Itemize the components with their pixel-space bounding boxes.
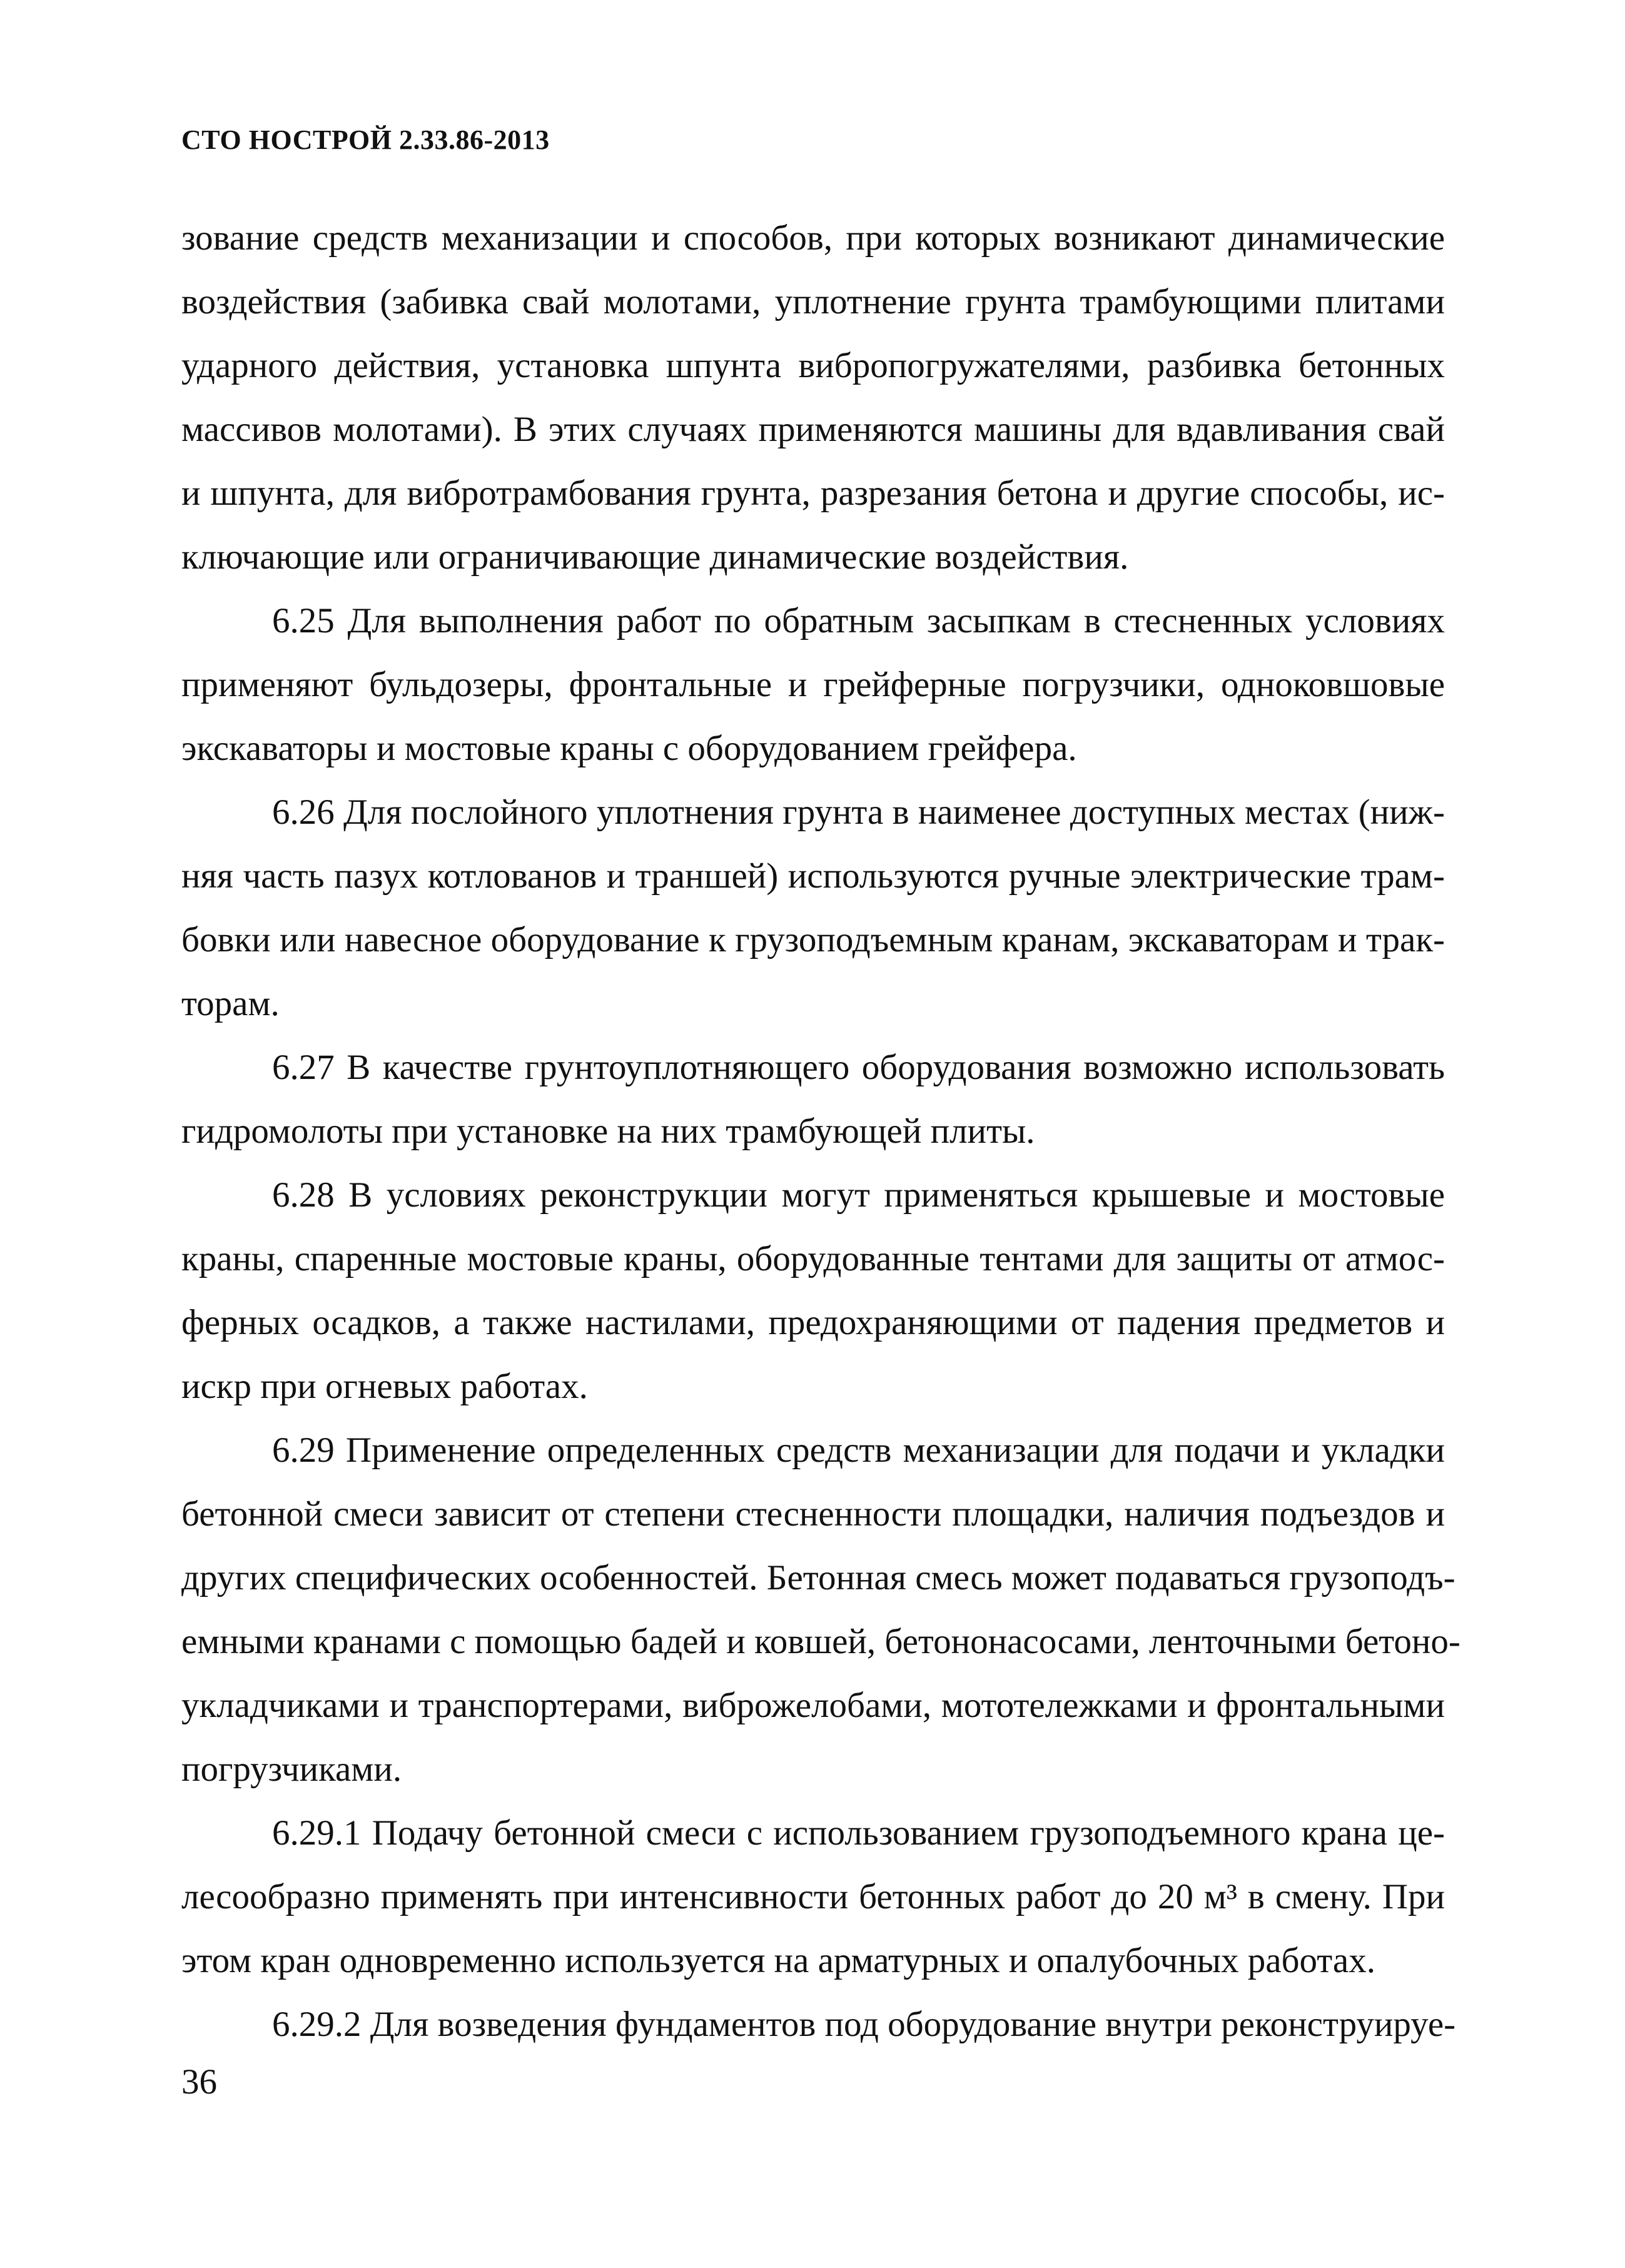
text-line: зование средств механизации и способов, при которых возникают динамические xyxy=(181,218,1445,258)
text-line: 6.28 В условиях реконструкции могут применяться крышевые и мостовые xyxy=(272,1175,1445,1215)
text-line: погрузчиками. xyxy=(181,1749,402,1789)
text-line: воздействия (забивка свай молотами, уплотнение грунта трамбующими плитами xyxy=(181,282,1445,321)
text-line: массивов молотами). В этих случаях применяются машины для вдавливания свай xyxy=(181,410,1445,449)
text-line: 6.29.1 Подачу бетонной смеси с использованием грузоподъемного крана це- xyxy=(272,1813,1445,1853)
text-line: искр при огневых работах. xyxy=(181,1367,588,1406)
text-line: 6.25 Для выполнения работ по обратным засыпкам в стесненных условиях xyxy=(272,601,1445,640)
page-number: 36 xyxy=(181,2062,217,2102)
text-line: 6.29.2 Для возведения фундаментов под оборудование внутри реконструируе- xyxy=(272,2005,1456,2044)
text-line: 6.26 Для послойного уплотнения грунта в наименее доступных местах (ниж- xyxy=(272,792,1445,832)
text-line: емными кранами с помощью бадей и ковшей, бетононасосами, ленточными бетоно- xyxy=(181,1622,1460,1661)
text-line: укладчиками и транспортерами, виброжелобами, мототележками и фронтальными xyxy=(181,1686,1445,1725)
text-line: ударного действия, установка шпунта вибропогружателями, разбивка бетонных xyxy=(181,346,1445,385)
text-line: применяют бульдозеры, фронтальные и грейферные погрузчики, одноковшовые xyxy=(181,665,1445,704)
text-line: этом кран одновременно используется на арматурных и опалубочных работах. xyxy=(181,1941,1375,1980)
document-body xyxy=(181,206,1460,2057)
text-line: экскаваторы и мостовые краны с оборудованием грейфера. xyxy=(181,729,1077,768)
text-line: и шпунта, для вибротрамбования грунта, разрезания бетона и другие способы, ис- xyxy=(181,473,1445,513)
text-line: бовки или навесное оборудование к грузоподъемным кранам, экскаваторам и трак- xyxy=(181,920,1445,959)
text-line: других специфических особенностей. Бетонная смесь может подаваться грузоподъ- xyxy=(181,1558,1455,1597)
document-header: СТО НОСТРОЙ 2.33.86-2013 xyxy=(181,124,550,155)
text-line: ключающие или ограничивающие динамические воздействия. xyxy=(181,537,1129,577)
text-line: лесообразно применять при интенсивности бетонных работ до 20 м³ в смену. При xyxy=(181,1877,1445,1916)
text-line: краны, спаренные мостовые краны, оборудованные тентами для защиты от атмос- xyxy=(181,1239,1445,1278)
text-line: бетонной смеси зависит от степени стесненности площадки, наличия подъездов и xyxy=(181,1494,1445,1534)
text-line: 6.29 Применение определенных средств механизации для подачи и укладки xyxy=(272,1430,1445,1470)
text-line: 6.27 В качестве грунтоуплотняющего оборудования возможно использовать xyxy=(272,1048,1445,1087)
text-line: няя часть пазух котлованов и траншей) используются ручные электрические трам- xyxy=(181,856,1445,896)
text-line: ферных осадков, а также настилами, предохраняющими от падения предметов и xyxy=(181,1303,1445,1342)
text-line: торам. xyxy=(181,984,280,1023)
text-line: гидромолоты при установке на них трамбующей плиты. xyxy=(181,1111,1035,1151)
